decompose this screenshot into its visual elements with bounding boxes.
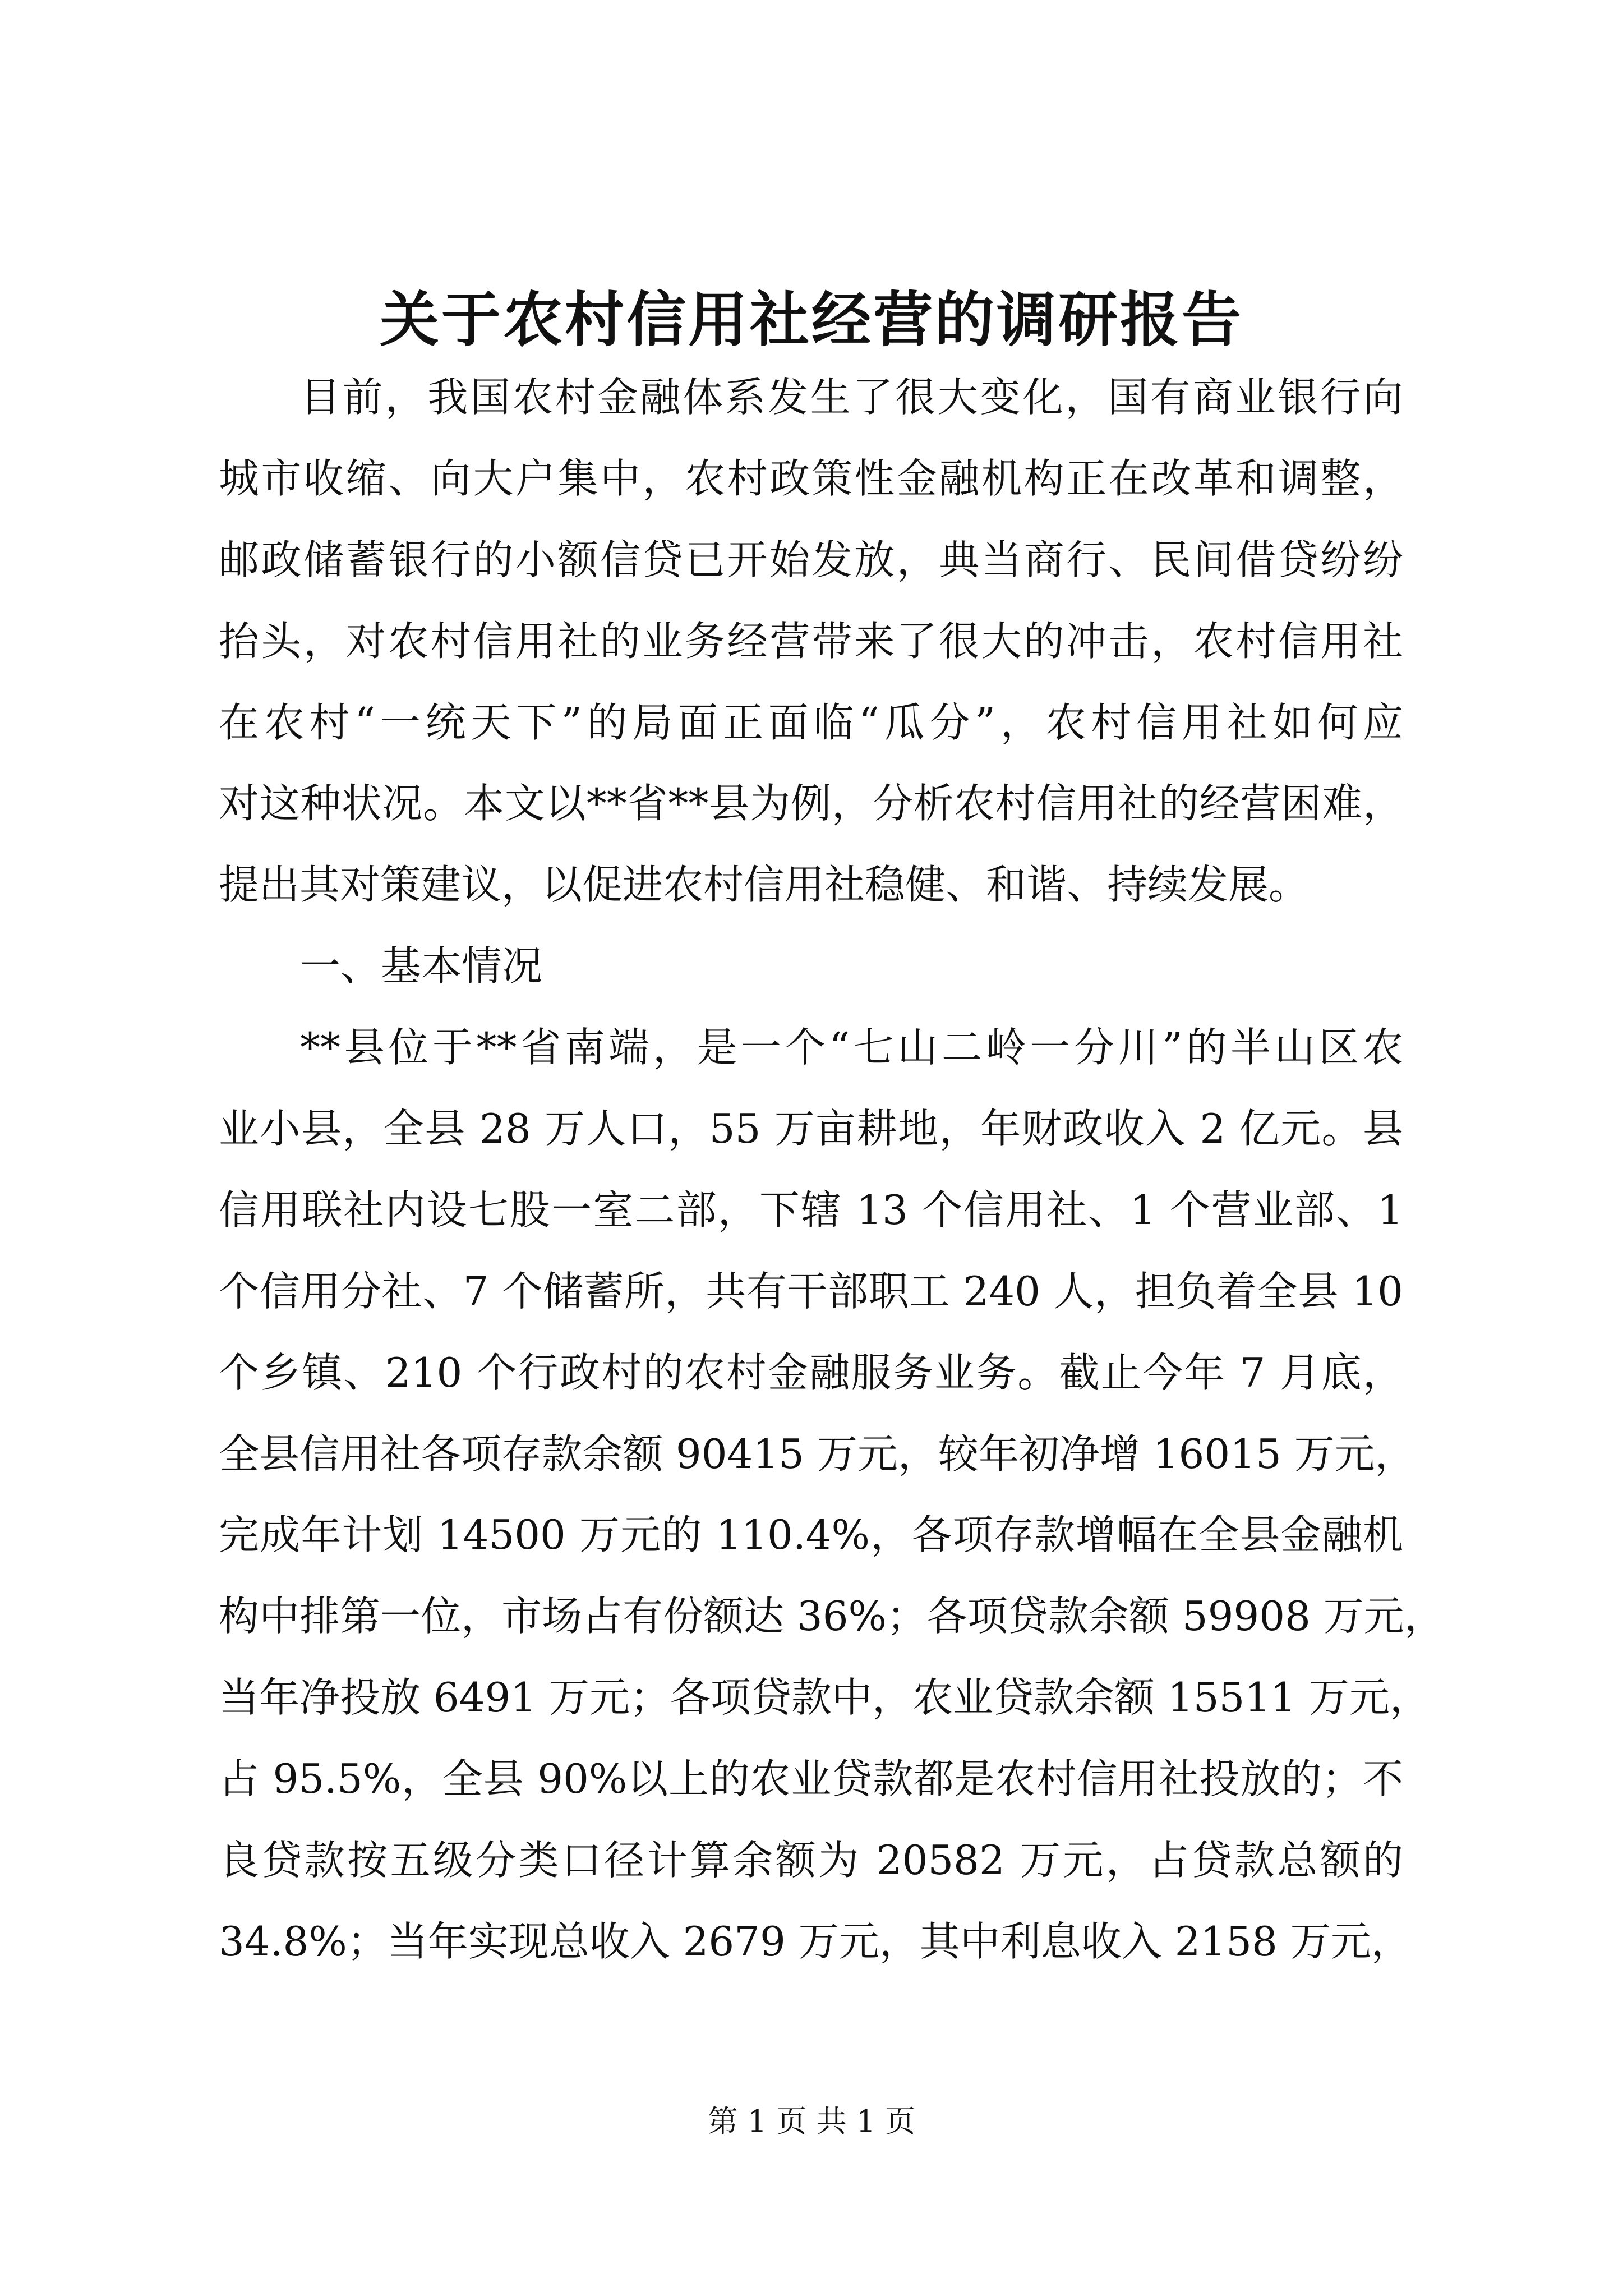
paragraph-line: 构中排第一位，市场占有份额达 36%；各项贷款余额 59908 万元， bbox=[219, 1593, 1445, 1640]
page-number-footer: 第 1 页 共 1 页 bbox=[707, 2104, 916, 2139]
paragraph-line: 完成年计划 14500 万元的 110.4%，各项存款增幅在全县金融机 bbox=[219, 1511, 1403, 1558]
paragraph-line: 目前，我国农村金融体系发生了很大变化，国有商业银行向 bbox=[300, 374, 1403, 421]
paragraph-line: 个信用分社、7 个储蓄所，共有干部职工 240 人，担负着全县 10 bbox=[219, 1268, 1403, 1315]
paragraph-line: 对这种状况。本文以**省**县为例，分析农村信用社的经营困难， bbox=[219, 780, 1403, 827]
paragraph-line: 在农村“一统天下”的局面正面临“瓜分”，农村信用社如何应 bbox=[219, 699, 1403, 746]
paragraph-line: 全县信用社各项存款余额 90415 万元，较年初净增 16015 万元， bbox=[219, 1430, 1415, 1478]
paragraph-line: 提出其对策建议，以促进农村信用社稳健、和谐、持续发展。 bbox=[219, 861, 1310, 908]
paragraph-line: 信用联社内设七股一室二部，下辖 13 个信用社、1 个营业部、1 bbox=[219, 1186, 1403, 1234]
paragraph-line: 占 95.5%，全县 90%以上的农业贷款都是农村信用社投放的；不 bbox=[219, 1755, 1403, 1802]
paragraph-line: 城市收缩、向大户集中，农村政策性金融机构正在改革和调整， bbox=[219, 455, 1403, 502]
paragraph-line: 抬头，对农村信用社的业务经营带来了很大的冲击，农村信用社 bbox=[219, 618, 1403, 665]
document-title: 关于农村信用社经营的调研报告 bbox=[380, 284, 1243, 355]
paragraph-line: 34.8%；当年实现总收入 2679 万元，其中利息收入 2158 万元， bbox=[219, 1918, 1412, 1965]
paragraph-line: 良贷款按五级分类口径计算余额为 20582 万元，占贷款总额的 bbox=[219, 1837, 1403, 1884]
paragraph-line: **县位于**省南端，是一个“七山二岭一分川”的半山区农 bbox=[300, 1024, 1403, 1071]
paragraph-line: 业小县，全县 28 万人口，55 万亩耕地，年财政收入 2 亿元。县 bbox=[219, 1105, 1403, 1152]
paragraph-line: 当年净投放 6491 万元；各项贷款中，农业贷款余额 15511 万元， bbox=[219, 1674, 1430, 1721]
paragraph-line: 邮政储蓄银行的小额信贷已开始发放，典当商行、民间借贷纷纷 bbox=[219, 536, 1403, 583]
paragraph-line: 个乡镇、210 个行政村的农村金融服务业务。截止今年 7 月底， bbox=[219, 1349, 1403, 1396]
section-heading: 一、基本情况 bbox=[300, 942, 543, 990]
